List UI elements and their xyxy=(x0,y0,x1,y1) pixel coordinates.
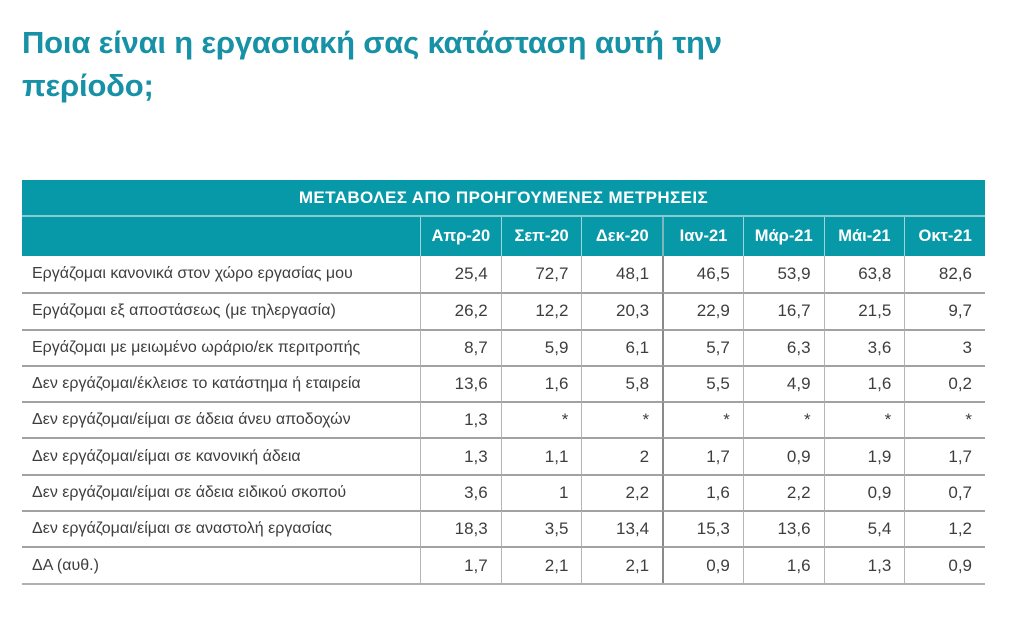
cell-value: 1,6 xyxy=(743,546,824,582)
table-grid xyxy=(22,217,985,585)
row-label: Δεν εργάζομαι/έκλεισε το κατάστημα ή εταιρεία xyxy=(22,365,420,401)
row-label: Δεν εργάζομαι/είμαι σε άδεια ειδικού σκοπού xyxy=(22,474,420,510)
cell-value: 48,1 xyxy=(581,256,662,292)
cell-value: 13,6 xyxy=(420,365,501,401)
cell-value: 0,2 xyxy=(904,365,985,401)
cell-value: 25,4 xyxy=(420,256,501,292)
cell-value: 3 xyxy=(904,329,985,365)
cell-value: 0,9 xyxy=(743,437,824,473)
cell-value: * xyxy=(662,401,743,437)
cell-value: 1,3 xyxy=(420,401,501,437)
column-header: Σεπ-20 xyxy=(501,217,582,256)
row-label: Εργάζομαι εξ αποστάσεως (με τηλεργασία) xyxy=(22,292,420,328)
cell-value: 1 xyxy=(501,474,582,510)
row-label: Δεν εργάζομαι/είμαι σε κανονική άδεια xyxy=(22,437,420,473)
column-header: Απρ-20 xyxy=(420,217,501,256)
cell-value: 22,9 xyxy=(662,292,743,328)
cell-value: 2,2 xyxy=(743,474,824,510)
cell-value: 53,9 xyxy=(743,256,824,292)
cell-value: 63,8 xyxy=(824,256,905,292)
cell-value: 3,5 xyxy=(501,510,582,546)
cell-value: 3,6 xyxy=(824,329,905,365)
cell-value: 2,1 xyxy=(501,546,582,582)
cell-value: 1,2 xyxy=(904,510,985,546)
cell-value: 0,9 xyxy=(824,474,905,510)
cell-value: 82,6 xyxy=(904,256,985,292)
cell-value: 9,7 xyxy=(904,292,985,328)
cell-value: 13,4 xyxy=(581,510,662,546)
cell-value: 26,2 xyxy=(420,292,501,328)
column-header: Ιαν-21 xyxy=(662,217,743,256)
cell-value: 20,3 xyxy=(581,292,662,328)
column-header: Μάι-21 xyxy=(824,217,905,256)
cell-value: 1,6 xyxy=(501,365,582,401)
cell-value: 0,9 xyxy=(904,546,985,582)
cell-value: 1,6 xyxy=(662,474,743,510)
cell-value: 4,9 xyxy=(743,365,824,401)
column-header: Δεκ-20 xyxy=(581,217,662,256)
cell-value: 5,7 xyxy=(662,329,743,365)
cell-value: * xyxy=(501,401,582,437)
cell-value: 1,7 xyxy=(420,546,501,582)
cell-value: 2,2 xyxy=(581,474,662,510)
cell-value: 1,1 xyxy=(501,437,582,473)
cell-value: 2,1 xyxy=(581,546,662,582)
cell-value: 18,3 xyxy=(420,510,501,546)
row-label: Δεν εργάζομαι/είμαι σε άδεια άνευ αποδοχών xyxy=(22,401,420,437)
cell-value: 5,4 xyxy=(824,510,905,546)
column-header-empty xyxy=(22,217,420,256)
cell-value: 16,7 xyxy=(743,292,824,328)
cell-value: 3,6 xyxy=(420,474,501,510)
cell-value: 6,1 xyxy=(581,329,662,365)
cell-value: 72,7 xyxy=(501,256,582,292)
cell-value: 6,3 xyxy=(743,329,824,365)
page-title: Ποια είναι η εργασιακή σας κατάσταση αυτή την περίοδο; xyxy=(22,25,722,103)
cell-value: 13,6 xyxy=(743,510,824,546)
cell-value: 1,6 xyxy=(824,365,905,401)
cell-value: 8,7 xyxy=(420,329,501,365)
cell-value: 5,5 xyxy=(662,365,743,401)
cell-value: 46,5 xyxy=(662,256,743,292)
column-header: Μάρ-21 xyxy=(743,217,824,256)
cell-value: * xyxy=(904,401,985,437)
table-banner: ΜΕΤΑΒΟΛΕΣ ΑΠΟ ΠΡΟΗΓΟΥΜΕΝΕΣ ΜΕΤΡΗΣΕΙΣ xyxy=(22,180,985,217)
row-label: Δεν εργάζομαι/είμαι σε αναστολή εργασίας xyxy=(22,510,420,546)
row-label: Εργάζομαι κανονικά στον χώρο εργασίας μου xyxy=(32,265,353,283)
results-table xyxy=(22,180,985,585)
cell-value: * xyxy=(743,401,824,437)
cell-value: 1,7 xyxy=(662,437,743,473)
cell-value: 5,9 xyxy=(501,329,582,365)
cell-value: 0,9 xyxy=(662,546,743,582)
cell-value: 21,5 xyxy=(824,292,905,328)
cell-value: 1,7 xyxy=(904,437,985,473)
row-label: Εργάζομαι με μειωμένο ωράριο/εκ περιτροπής xyxy=(22,329,420,365)
cell-value: * xyxy=(824,401,905,437)
cell-value: 1,3 xyxy=(420,437,501,473)
cell-value: 5,8 xyxy=(581,365,662,401)
column-header: Οκτ-21 xyxy=(904,217,985,256)
cell-value: 0,7 xyxy=(904,474,985,510)
cell-value: 2 xyxy=(581,437,662,473)
row-label: ΔΑ (αυθ.) xyxy=(22,546,420,582)
cell-value: * xyxy=(581,401,662,437)
cell-value: 1,3 xyxy=(824,546,905,582)
cell-value: 12,2 xyxy=(501,292,582,328)
cell-value: 15,3 xyxy=(662,510,743,546)
cell-value: 1,9 xyxy=(824,437,905,473)
